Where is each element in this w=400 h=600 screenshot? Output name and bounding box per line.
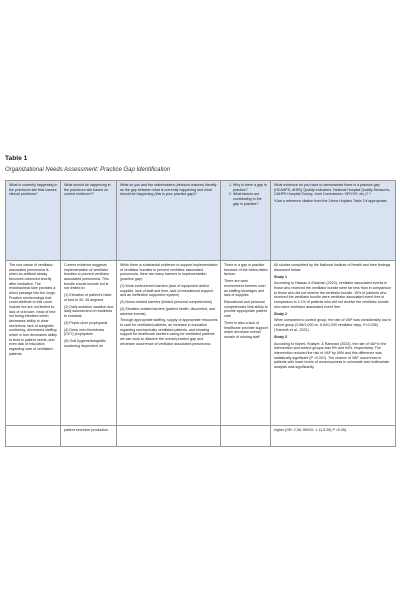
study-heading: Study 2	[274, 311, 287, 316]
header-practice-gap: What do you and the stakeholders (decision-makers) identify as the gap between what is currently happening and what should be happening (this is your practice gap)?	[117, 181, 221, 261]
header-question-1: 1. Why is there a gap in practice?	[233, 183, 268, 192]
study-text: When compared to control group, the rate of VAP was considerably low in cohort group (0.88/1,000 vs. 6.84/1,000 ventilator days, P=0.036) (Tranevik et al., 2021).	[274, 318, 392, 332]
cell-practice-gap	[117, 426, 221, 447]
table-number: Table 1	[5, 155, 28, 162]
study-heading: Study 3	[274, 334, 287, 339]
table-row	[6, 261, 396, 426]
header-evidence-note: *Use a reference citation from the Johns Hopkins Table 3 if appropriate.	[274, 199, 388, 204]
evidence-intro: All studies completed by the National Institute of Health and their findings discussed below:	[274, 263, 391, 272]
cell-practice-gap: While there is substantial evidence to support implementation of ventilator bundles to prevent ventilator associated pneumonia, there are many barriers to implementation (practice gap): (1) Work environment barriers (lack of equipment and/or supplies, lack of staff and time, lack of educational support, and an ineffective supportive system) (2) Nurse-related barriers (limited personal competencies) (3) Situation-related barriers (patient health, discomfort, and adverse events) Through appropriate staffing, supply of appropriate resources to care for ventilated patients, an increase in education regarding mechanically ventilated patients, and showing support for healthcare workers caring for ventilated patients we can work to dissolve the overall practice gap and decrease occurrence of ventilator associated pneumonia.	[117, 261, 221, 426]
cell-gap-reasons	[221, 426, 271, 447]
cell-gap-reasons: There is a gap in practice because of the below-listed factors: There are work environment barriers such as staffing shortages and lack of supplies Educational and personal competencies limit ability to provide appropriate patient care There is also a lack of healthcare provider support which decrease overall morale of nursing staff	[221, 261, 271, 426]
cell-evidence	[271, 261, 396, 426]
header-evidence	[271, 181, 396, 261]
header-question-list	[224, 183, 268, 206]
header-question-2: 2. What factors are contributing to the gap in practice?	[233, 192, 268, 206]
header-evidence-question: What evidence do you have to demonstrate there is a practice gap (HCAHPS, AHRQ Quality Indicators, National Hospital Quality Measures, CAHPS Hospital Survey, Joint Commission, ORYX®, etc.)? *	[274, 183, 391, 197]
study-heading: Study 1	[274, 274, 287, 279]
cell-current-state: The root cause of ventilator-associated pneumonia is when an artificial airway becomes colonized shortly after intubation. The endotracheal tube provides a direct passage into the lungs. Practice shortcomings that could attribute to this could include but are not limited to: lack of oral care, head of bed not being elevated which decreases ability to clear secretions, lack of subglottic suctioning, decreased staffing which in turn decreases ability to tend to patient needs, and even lack of education regarding care of ventilated patients.	[6, 261, 61, 426]
practice-gap-table	[5, 180, 396, 447]
cell-desired-state: Current evidence suggests implementation of ventilator bundles to prevent ventilator associated pneumonia. This bundle should include but is not limited to: (1) Elevation of patient's head of bed to 30- 45 degrees (2) Daily sedation vacation and daily assessment of readiness to extubate (3) Peptic ulcer prophylaxis (4) Deep vein thrombosis (DVT) prophylaxis (5) Oral hygiene/subglottic suctioning dependent on	[61, 261, 117, 426]
study-text: According to Karimi, Rolayer, & Rahmani (2023), the rate of VAP in the intervention and control groups was 5% and 64%, respectively. The intervention reduced the risk of VAP by 95% and this difference was statistically significant (P <0.001). The chance of VAP occurrence in patients with lower levels of consciousness in univariate and multivariate analysis was significantly	[274, 341, 390, 369]
cell-current-state	[6, 426, 61, 447]
table-title: Organizational Needs Assessment: Practice Gap Identification	[5, 167, 171, 173]
table-header-row	[6, 181, 396, 261]
header-gap-reasons	[221, 181, 271, 261]
header-desired-state: What should be happening in the practicum site based on current evidence?*	[61, 181, 117, 261]
table-row	[6, 426, 396, 447]
study-text: According to Hassan & Elsaman (2022), ventilator associated events in those who received the ventilator bundle were far less than in comparison to those who did not receive the ventilator bundle. 15% of patients who received the ventilator bundle were ventilator associated event free in comparison to 2.1% of patients who did not receive the ventilator bundle who were ventilator associated event free.	[274, 281, 392, 309]
header-current-state: What is currently happening in the practicum site that causes clinical problems?	[6, 181, 61, 261]
cell-desired-state: patient secretion production	[61, 426, 117, 447]
cell-evidence: higher (OR: 2.38; 95%CI: 1.11-5.26) P =0.05).	[271, 426, 396, 447]
